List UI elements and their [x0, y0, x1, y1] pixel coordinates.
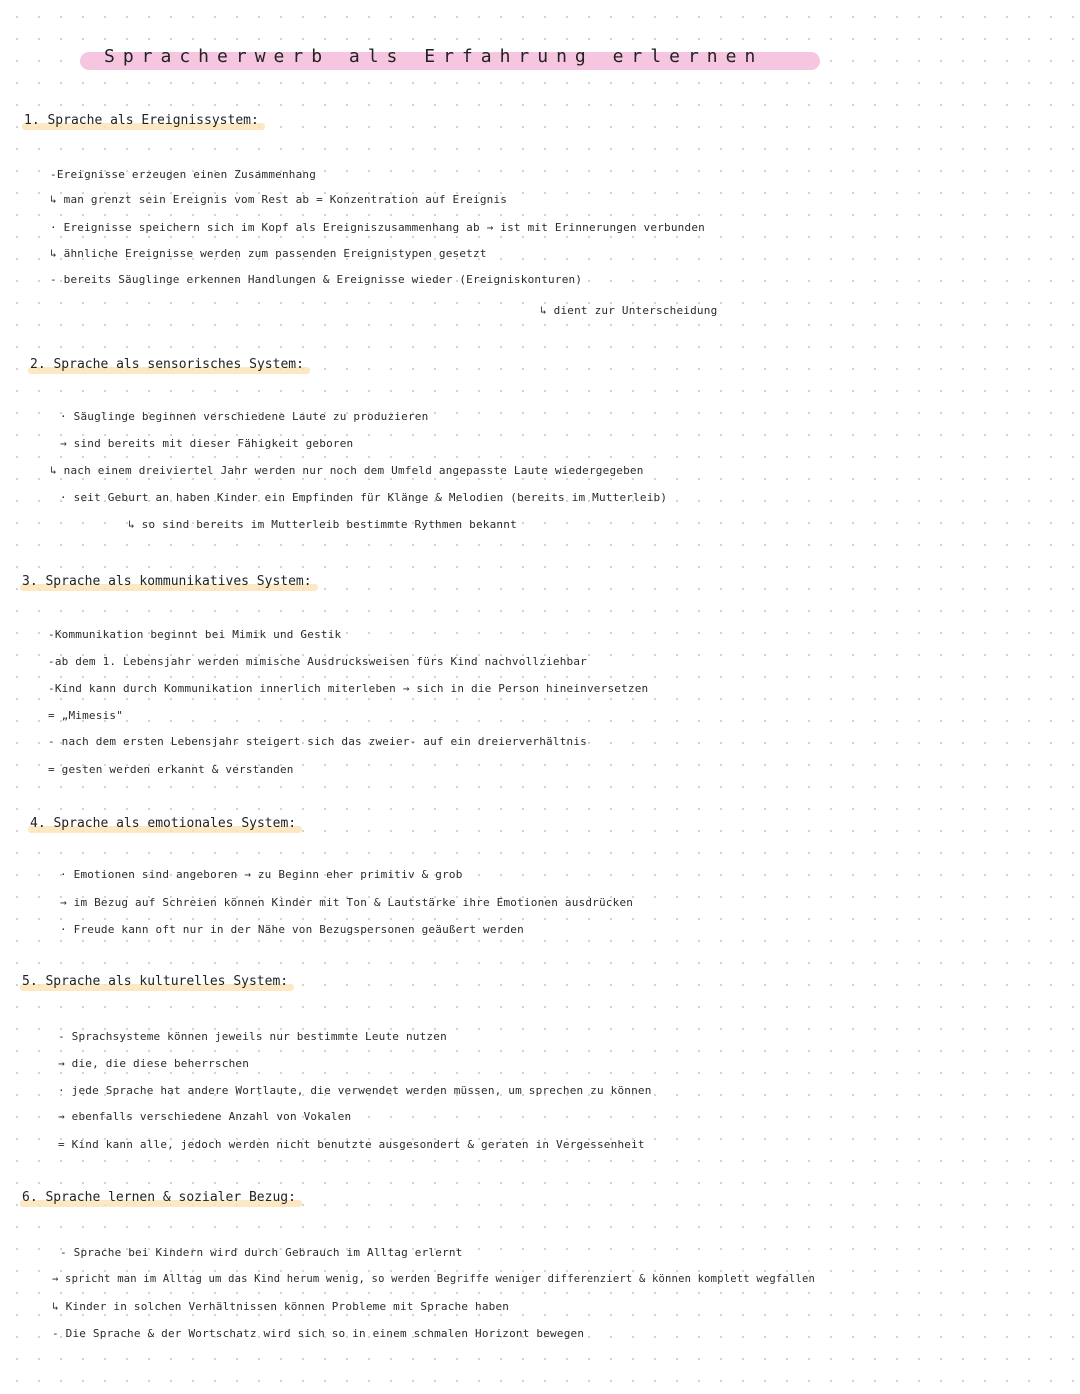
section-5-line: → die, die diese beherrschen [58, 1057, 250, 1070]
section-4-line: · Freude kann oft nur in der Nähe von Bezugspersonen geäußert werden [60, 923, 524, 936]
section-5-heading: 5. Sprache als kulturelles System: [20, 973, 294, 990]
section-6-line: - Die Sprache & der Wortschatz wird sich so in einem schmalen Horizont bewegen [52, 1327, 585, 1340]
section-5-line: - Sprachsysteme können jeweils nur bestimmte Leute nutzen [58, 1030, 447, 1043]
page-title [60, 40, 840, 76]
section-5-line: → ebenfalls verschiedene Anzahl von Vokalen [58, 1110, 352, 1123]
section-3-line: - nach dem ersten Lebensjahr steigert sich das zweier- auf ein dreierverhältnis [48, 735, 587, 748]
section-5-line: = Kind kann alle, jedoch werden nicht benutzte ausgesondert & geraten in Vergessenheit [58, 1138, 645, 1151]
section-6-line: ↳ Kinder in solchen Verhältnissen können Probleme mit Sprache haben [52, 1300, 510, 1313]
title-text: Spracherwerb als Erfahrung erlernen [104, 46, 764, 67]
section-4-line: · Emotionen sind angeboren → zu Beginn eher primitiv & grob [60, 868, 463, 881]
section-1-line: ↳ dient zur Unterscheidung [540, 304, 718, 317]
section-2-line: ↳ so sind bereits im Mutterleib bestimmte Rythmen bekannt [128, 518, 517, 531]
section-1-line: · Ereignisse speichern sich im Kopf als Ereigniszusammenhang ab → ist mit Erinnerungen verbunden [50, 221, 705, 234]
section-1-line: ↳ man grenzt sein Ereignis vom Rest ab = Konzentration auf Ereignis [50, 193, 508, 206]
section-2-line: → sind bereits mit dieser Fähigkeit geboren [60, 437, 354, 450]
section-6-heading: 6. Sprache lernen & sozialer Bezug: [20, 1189, 302, 1206]
section-4-line: → im Bezug auf Schreien können Kinder mit Ton & Lautstärke ihre Emotionen ausdrücken [60, 896, 634, 909]
section-3-line: -Kommunikation beginnt bei Mimik und Gestik [48, 628, 342, 641]
section-2-line: ↳ nach einem dreiviertel Jahr werden nur noch dem Umfeld angepasste Laute wiedergegeben [50, 464, 644, 477]
section-3-line: -Kind kann durch Kommunikation innerlich miterleben → sich in die Person hineinversetzen [48, 682, 649, 695]
section-6-line: → spricht man im Alltag um das Kind herum wenig, so werden Begriffe weniger differenziert & können komplett wegfallen [52, 1273, 816, 1285]
section-1-heading: 1. Sprache als Ereignissystem: [22, 112, 265, 129]
section-2-heading: 2. Sprache als sensorisches System: [28, 356, 310, 373]
section-3-line: = gesten werden erkannt & verstanden [48, 763, 294, 776]
section-1-line: -Ereignisse erzeugen einen Zusammenhang [50, 168, 317, 181]
section-4-heading: 4. Sprache als emotionales System: [28, 815, 302, 832]
section-1-line: ↳ ähnliche Ereignisse werden zum passenden Ereignistypen gesetzt [50, 247, 487, 260]
section-1-line: - bereits Säuglinge erkennen Handlungen & Ereignisse wieder (Ereigniskonturen) [50, 273, 583, 286]
section-2-line: · Säuglinge beginnen verschiedene Laute zu produzieren [60, 410, 429, 423]
section-3-line: = „Mimesis" [48, 709, 124, 722]
section-6-line: - Sprache bei Kindern wird durch Gebrauch im Alltag erlernt [60, 1246, 463, 1259]
section-2-line: · seit Geburt an haben Kinder ein Empfinden für Klänge & Melodien (bereits im Mutterleib) [60, 491, 668, 504]
section-3-line: -ab dem 1. Lebensjahr werden mimische Ausdrucksweisen fürs Kind nachvollziehbar [48, 655, 587, 668]
section-5-line: · jede Sprache hat andere Wortlaute, die verwendet werden müssen, um sprechen zu können [58, 1084, 652, 1097]
section-3-heading: 3. Sprache als kommunikatives System: [20, 573, 318, 590]
